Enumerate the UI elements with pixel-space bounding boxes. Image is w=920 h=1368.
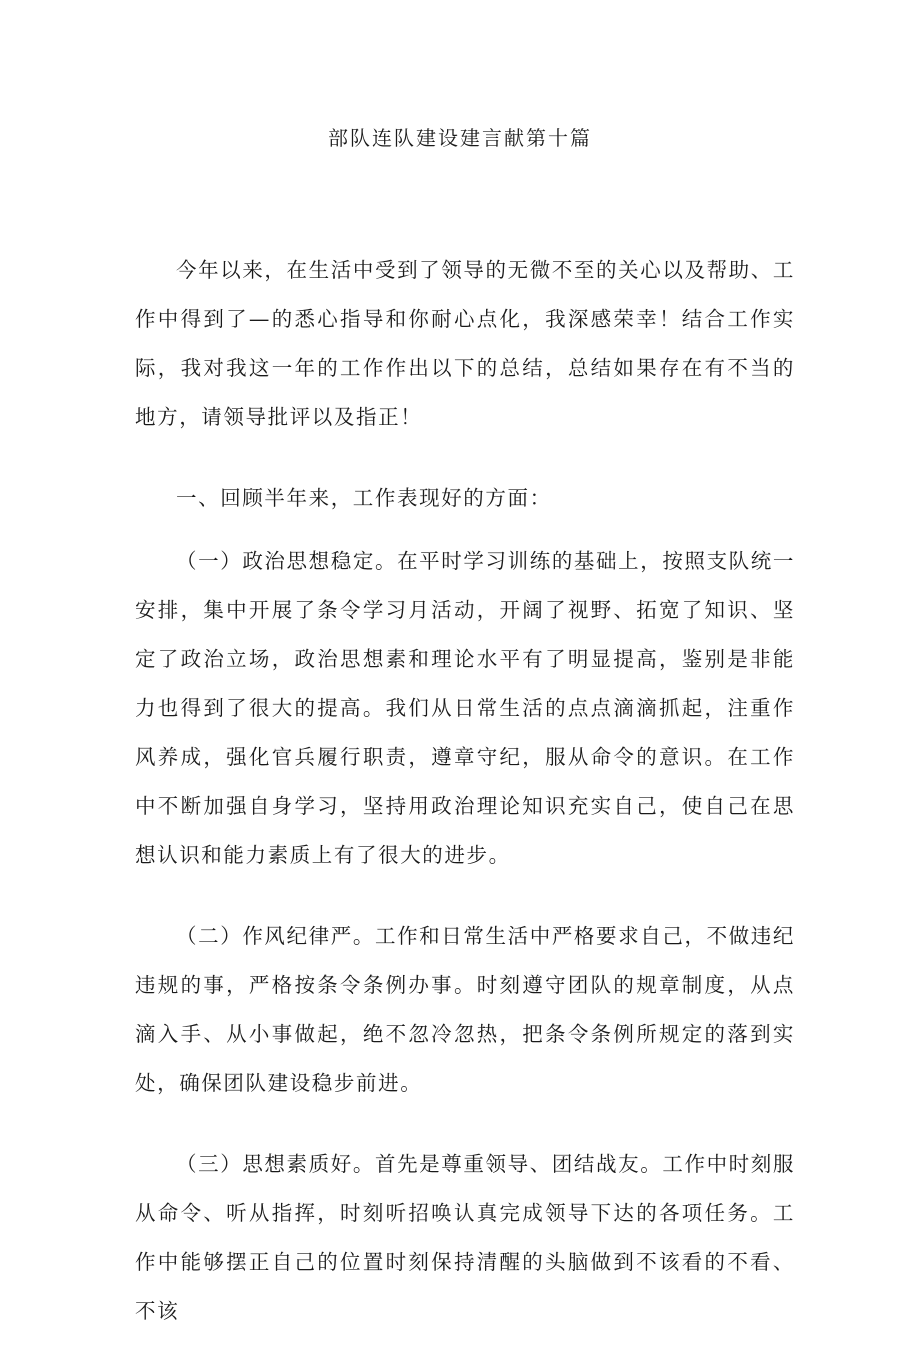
document-body [135, 246, 795, 1368]
section-heading: 一、回顾半年来，工作表现好的方面： [176, 486, 552, 510]
intro-paragraph: 今年以来，在生活中受到了领导的无微不至的关心以及帮助、工作中得到了—的悉心指导和你耐心点化，我深感荣幸！结合工作实际，我对我这一年的工作作出以下的总结，总结如果存在有不当的地方，请领导批评以及指正！ [135, 258, 795, 429]
ideological-quality-paragraph: （三）思想素质好。首先是尊重领导、团结战友。工作中时刻服从命令、听从指挥，时刻听招唤认真完成领导下达的各项任务。工作中能够摆正自己的位置时刻保持清醒的头脑做到不该看的不看、不该 [135, 1152, 795, 1323]
discipline-paragraph: （二）作风纪律严。工作和日常生活中严格要求自己，不做违纪违规的事，严格按条令条例办事。时刻遵守团队的规章制度，从点滴入手、从小事做起，绝不忽冷忽热，把条令条例所规定的落到实处，确保团队建设稳步前进。 [135, 924, 795, 1095]
political-thought-paragraph: （一）政治思想稳定。在平时学习训练的基础上，按照支队统一安排，集中开展了条令学习月活动，开阔了视野、拓宽了知识、坚定了政治立场，政治思想素和理论水平有了明显提高，鉴别是非能力也得到了很大的提高。我们从日常生活的点点滴滴抓起，注重作风养成，强化官兵履行职责，遵章守纪，服从命令的意识。在工作中不断加强自身学习，坚持用政治理论知识充实自己，使自己在思想认识和能力素质上有了很大的进步。 [135, 549, 795, 867]
document-title: 部队连队建设建言献第十篇 [328, 126, 592, 150]
